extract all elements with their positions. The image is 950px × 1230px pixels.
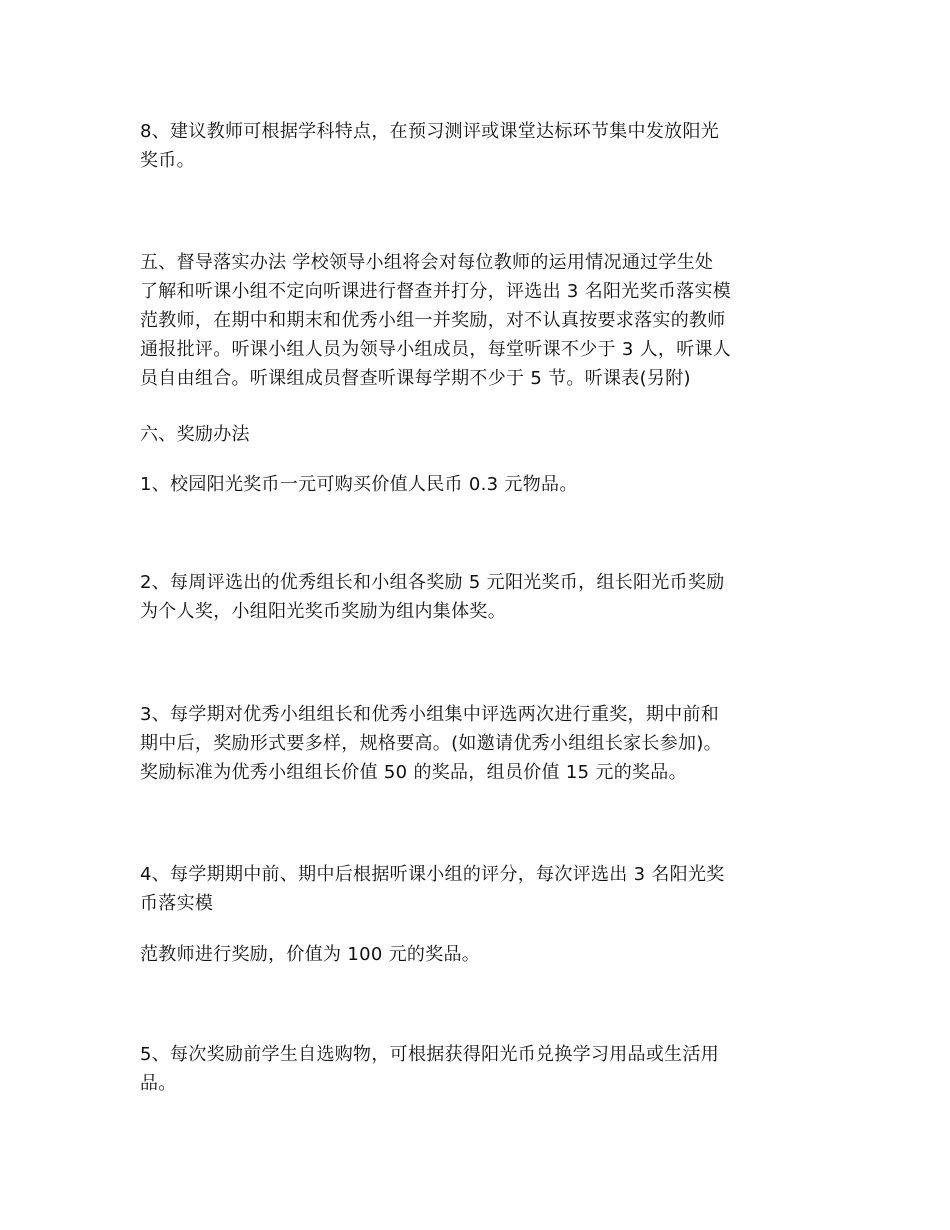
text-line: 期中后，奖励形式要多样，规格要高。(如邀请优秀小组组长家长参加)。 xyxy=(140,733,722,754)
paragraph-reward-1 xyxy=(140,470,820,499)
paragraph-reward-3 xyxy=(140,700,820,787)
text-line: 5、每次奖励前学生自选购物，可根据获得阳光币兑换学习用品或生活用 xyxy=(140,1044,720,1065)
text-line: 通报批评。听课小组人员为领导小组成员，每堂听课不少于 3 人，听课人 xyxy=(140,339,732,360)
text-line: 1、校园阳光奖币一元可购买价值人民币 0.3 元物品。 xyxy=(140,474,578,495)
text-line: 奖币。 xyxy=(140,150,195,171)
text-line: 了解和听课小组不定向听课进行督查并打分，评选出 3 名阳光奖币落实模 xyxy=(140,281,732,302)
text-line: 五、督导落实办法 学校领导小组将会对每位教师的运用情况通过学生处 xyxy=(140,252,714,273)
paragraph-section-5-supervision xyxy=(140,248,820,393)
text-line: 3、每学期对优秀小组组长和优秀小组集中评选两次进行重奖，期中前和 xyxy=(140,704,720,725)
text-line: 范教师进行奖励，价值为 100 元的奖品。 xyxy=(140,944,481,965)
text-line: 品。 xyxy=(140,1073,177,1094)
paragraph-reward-4 xyxy=(140,860,820,918)
text-line: 4、每学期期中前、期中后根据听课小组的评分，每次评选出 3 名阳光奖 xyxy=(140,864,725,885)
text-line: 员自由组合。听课组成员督查听课每学期不少于 5 节。听课表(另附) xyxy=(140,368,691,389)
text-line: 为个人奖，小组阳光奖币奖励为组内集体奖。 xyxy=(140,601,506,622)
text-line: 8、建议教师可根据学科特点，在预习测评或课堂达标环节集中发放阳光 xyxy=(140,121,720,142)
text-line: 2、每周评选出的优秀组长和小组各奖励 5 元阳光奖币，组长阳光币奖励 xyxy=(140,572,725,593)
section-heading-rewards xyxy=(140,420,820,449)
text-line: 六、奖励办法 xyxy=(140,424,250,445)
text-line: 奖励标准为优秀小组组长价值 50 的奖品，组员价值 15 元的奖品。 xyxy=(140,762,687,783)
paragraph-item-8 xyxy=(140,117,820,175)
text-line: 币落实模 xyxy=(140,893,214,914)
text-line: 范教师，在期中和期末和优秀小组一并奖励，对不认真按要求落实的教师 xyxy=(140,310,726,331)
paragraph-reward-2 xyxy=(140,568,820,626)
paragraph-reward-5 xyxy=(140,1040,820,1098)
paragraph-reward-4-continued xyxy=(140,940,820,969)
